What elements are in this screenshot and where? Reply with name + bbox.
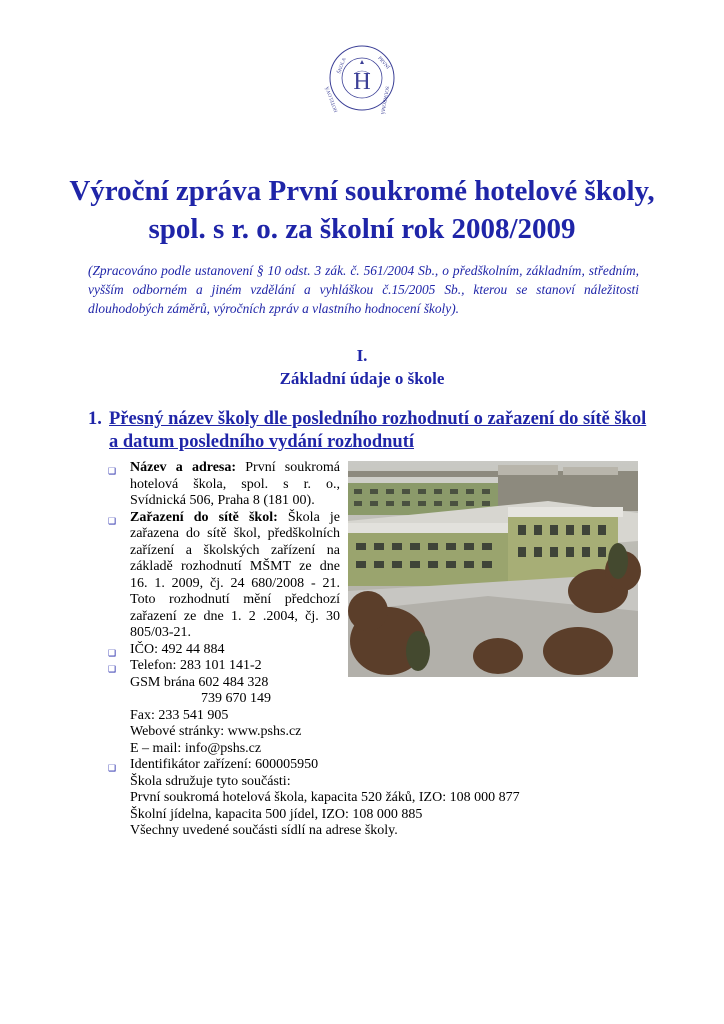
components-address-text: Všechny uvedené součásti sídlí na adrese školy.	[130, 823, 398, 838]
list-item-contacts	[106, 658, 646, 757]
list-item-name-address	[106, 460, 646, 510]
phone-text: Telefon: 283 101 141-2	[130, 658, 262, 673]
svg-text:HOTELOVÁ: HOTELOVÁ	[325, 85, 340, 113]
heading-1	[88, 408, 648, 454]
school-info-list	[106, 460, 646, 840]
logo-letter: H	[353, 69, 371, 95]
gsm-text: GSM brána 602 484 328	[130, 674, 269, 690]
fax-text: Fax: 233 541 905	[130, 707, 229, 723]
document-title: Výroční zpráva První soukromé hotelové školy, spol. s r. o. za školní rok 2008/2009	[69, 175, 655, 245]
square-bullet-icon: ❑	[108, 664, 117, 674]
intro-paragraph: (Zpracováno podle ustanovení § 10 odst. 3 zák. č. 561/2004 Sb., o předškolním, základním, středním, vyšším odborném a jiném vzdělání a vyhláškou č.15/2005 Sb., kterou se stanoví náležitosti dlouhodobých záměrů, výročních zpráv a vlastního hodnocení školy).	[88, 263, 639, 316]
gsm-second-number: 739 670 149	[201, 691, 271, 706]
components-intro-text: Škola sdružuje tyto součásti:	[130, 773, 291, 789]
list-item-ico	[106, 642, 646, 659]
heading-1-text: Přesný název školy dle posledního rozhodnutí o zařazení do sítě škol a datum posledního vydání rozhodnutí	[109, 409, 647, 452]
name-address-label: Název a adresa:	[130, 460, 237, 475]
ico-value: IČO: 492 44 884	[130, 641, 225, 657]
list-item-facility	[106, 757, 646, 840]
network-label: Zařazení do sítě škol:	[130, 509, 278, 525]
square-bullet-icon: ❑	[108, 647, 117, 658]
email-text: E – mail: info@pshs.cz	[130, 740, 262, 756]
section-number: I.	[356, 346, 368, 365]
svg-text:ŠKOLA: ŠKOLA	[337, 57, 348, 75]
square-bullet-icon: ❑	[108, 515, 117, 526]
svg-text:SOUKROMÁ: SOUKROMÁ	[379, 85, 389, 115]
canteen-component-text: Školní jídelna, kapacita 500 jídel, IZO: 108 000 885	[130, 806, 423, 822]
heading-1-number: 1.	[88, 409, 102, 429]
facility-id-text: Identifikátor zařízení: 600005950	[130, 757, 319, 772]
square-bullet-icon: ❑	[108, 763, 117, 773]
square-bullet-icon: ❑	[108, 466, 117, 476]
network-value: Škola je zařazena do sítě škol, předškolních zařízení a školských zařízení na základě rozhodnutí MŠMT ze dne 16. 1. 2009, čj. 24 680/2008 - 21. Toto rozhodnutí mění předchozí zařazení ze dne 1. 2 .2004, čj. 30 805/03-21.	[130, 509, 340, 640]
name-address-value: První soukromá hotelová škola, spol. s r. o., Svídnická 506, Praha 8 (181 00).	[130, 460, 341, 508]
list-item-network	[106, 510, 646, 642]
school-component-text: První soukromá hotelová škola, kapacita 520 žáků, IZO: 108 000 877	[130, 790, 520, 805]
website-text: Webové stránky: www.pshs.cz	[130, 724, 302, 739]
section-title: Základní údaje o škole	[279, 369, 445, 388]
school-logo	[325, 44, 396, 115]
svg-text:PRVNÍ: PRVNÍ	[376, 56, 390, 71]
